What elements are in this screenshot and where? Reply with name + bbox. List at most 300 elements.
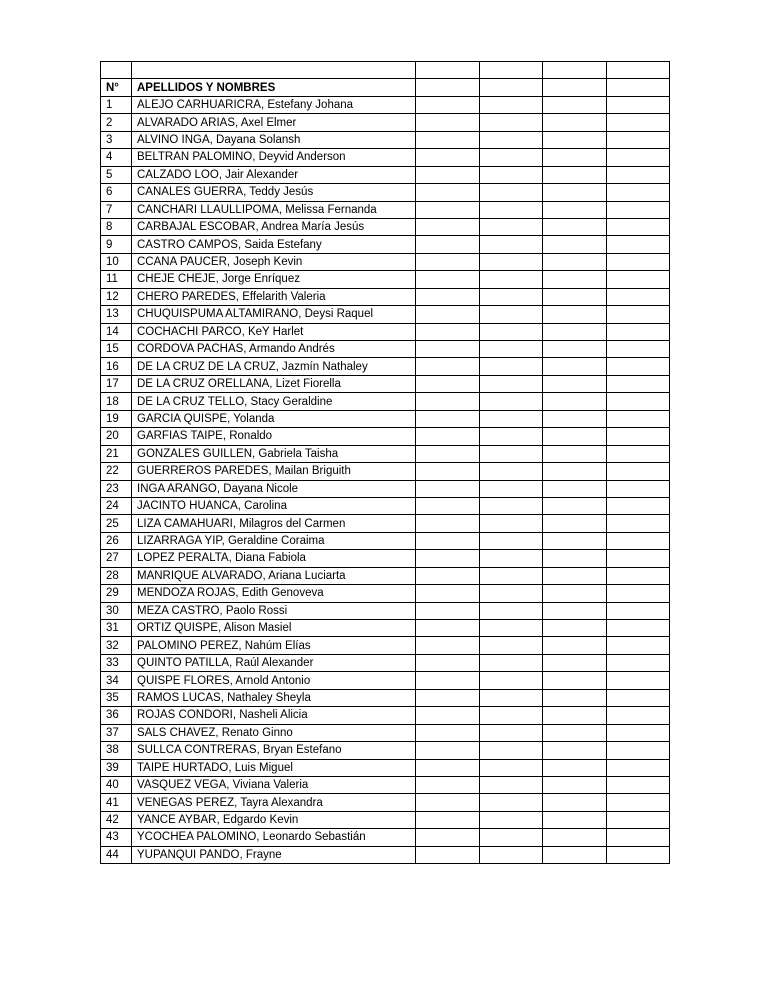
empty-cell bbox=[479, 288, 543, 305]
table-row bbox=[101, 253, 670, 270]
table-row bbox=[101, 271, 670, 288]
empty-cell bbox=[606, 811, 670, 828]
empty-cell bbox=[606, 166, 670, 183]
empty-cell bbox=[543, 620, 607, 637]
empty-cell bbox=[606, 497, 670, 514]
empty-cell bbox=[606, 794, 670, 811]
empty-cell bbox=[606, 776, 670, 793]
empty-cell bbox=[606, 550, 670, 567]
student-name: CCANA PAUCER, Joseph Kevin bbox=[132, 253, 416, 270]
empty-cell bbox=[606, 829, 670, 846]
empty-cell bbox=[416, 515, 480, 532]
student-name: YUPANQUI PANDO, Frayne bbox=[132, 846, 416, 863]
row-number: 2 bbox=[101, 114, 132, 131]
empty-cell bbox=[416, 497, 480, 514]
empty-cell bbox=[416, 742, 480, 759]
empty-cell bbox=[606, 201, 670, 218]
student-name: GARFIAS TAIPE, Ronaldo bbox=[132, 428, 416, 445]
empty-cell bbox=[479, 654, 543, 671]
student-name: RAMOS LUCAS, Nathaley Sheyla bbox=[132, 689, 416, 706]
table-row bbox=[101, 846, 670, 863]
student-table bbox=[100, 61, 670, 864]
row-number: 8 bbox=[101, 218, 132, 235]
row-number: 41 bbox=[101, 794, 132, 811]
empty-cell bbox=[606, 79, 670, 96]
empty-cell bbox=[606, 637, 670, 654]
empty-cell bbox=[416, 480, 480, 497]
table-row bbox=[101, 585, 670, 602]
row-number: 14 bbox=[101, 323, 132, 340]
empty-cell bbox=[416, 341, 480, 358]
row-number: 25 bbox=[101, 515, 132, 532]
empty-cell bbox=[543, 497, 607, 514]
row-number: 33 bbox=[101, 654, 132, 671]
empty-cell bbox=[606, 288, 670, 305]
empty-cell bbox=[479, 358, 543, 375]
empty-cell bbox=[479, 585, 543, 602]
empty-cell bbox=[416, 253, 480, 270]
empty-cell bbox=[606, 428, 670, 445]
table-row bbox=[101, 567, 670, 584]
empty-cell bbox=[416, 375, 480, 392]
student-name: DE LA CRUZ ORELLANA, Lizet Fiorella bbox=[132, 375, 416, 392]
empty-cell bbox=[606, 654, 670, 671]
empty-cell bbox=[606, 515, 670, 532]
row-number: 30 bbox=[101, 602, 132, 619]
empty-cell bbox=[543, 480, 607, 497]
student-name: ORTIZ QUISPE, Alison Masiel bbox=[132, 620, 416, 637]
empty-cell bbox=[606, 323, 670, 340]
table-row bbox=[101, 306, 670, 323]
empty-cell bbox=[543, 811, 607, 828]
empty-cell bbox=[416, 654, 480, 671]
row-number: 43 bbox=[101, 829, 132, 846]
empty-cell bbox=[416, 445, 480, 462]
empty-cell bbox=[606, 184, 670, 201]
empty-cell bbox=[416, 236, 480, 253]
empty-cell bbox=[416, 811, 480, 828]
empty-cell bbox=[479, 637, 543, 654]
table-row bbox=[101, 724, 670, 741]
empty-cell bbox=[543, 271, 607, 288]
empty-cell bbox=[416, 707, 480, 724]
table-row bbox=[101, 149, 670, 166]
student-name: LIZARRAGA YIP, Geraldine Coraima bbox=[132, 532, 416, 549]
empty-cell bbox=[606, 218, 670, 235]
empty-cell bbox=[416, 184, 480, 201]
table-row bbox=[101, 620, 670, 637]
empty-cell bbox=[543, 166, 607, 183]
empty-cell bbox=[543, 567, 607, 584]
empty-cell bbox=[543, 428, 607, 445]
empty-cell bbox=[416, 114, 480, 131]
empty-cell bbox=[543, 149, 607, 166]
empty-cell bbox=[606, 532, 670, 549]
empty-cell bbox=[543, 393, 607, 410]
row-number: 34 bbox=[101, 672, 132, 689]
student-name: INGA ARANGO, Dayana Nicole bbox=[132, 480, 416, 497]
empty-cell bbox=[543, 201, 607, 218]
empty-cell bbox=[606, 358, 670, 375]
student-name: MANRIQUE ALVARADO, Ariana Luciarta bbox=[132, 567, 416, 584]
empty-cell bbox=[416, 794, 480, 811]
empty-cell bbox=[416, 131, 480, 148]
table-row bbox=[101, 166, 670, 183]
student-name: YCOCHEA PALOMINO, Leonardo Sebastián bbox=[132, 829, 416, 846]
header-number: N° bbox=[101, 79, 132, 96]
row-number: 37 bbox=[101, 724, 132, 741]
student-name: DE LA CRUZ TELLO, Stacy Geraldine bbox=[132, 393, 416, 410]
empty-cell bbox=[479, 846, 543, 863]
empty-cell bbox=[543, 96, 607, 113]
empty-cell bbox=[543, 532, 607, 549]
empty-cell bbox=[543, 323, 607, 340]
table-row bbox=[101, 550, 670, 567]
empty-cell bbox=[479, 515, 543, 532]
empty-cell bbox=[416, 358, 480, 375]
empty-cell bbox=[479, 776, 543, 793]
empty-cell bbox=[543, 515, 607, 532]
row-number: 6 bbox=[101, 184, 132, 201]
empty-cell bbox=[479, 341, 543, 358]
empty-cell bbox=[606, 567, 670, 584]
empty-cell bbox=[606, 149, 670, 166]
table-row bbox=[101, 654, 670, 671]
table-row bbox=[101, 410, 670, 427]
empty-cell bbox=[416, 846, 480, 863]
empty-cell bbox=[416, 79, 480, 96]
empty-cell bbox=[543, 759, 607, 776]
row-number: 40 bbox=[101, 776, 132, 793]
empty-cell bbox=[479, 236, 543, 253]
empty-cell bbox=[479, 114, 543, 131]
student-name: ALEJO CARHUARICRA, Estefany Johana bbox=[132, 96, 416, 113]
empty-cell bbox=[543, 218, 607, 235]
row-number: 39 bbox=[101, 759, 132, 776]
empty-cell bbox=[606, 253, 670, 270]
row-number: 3 bbox=[101, 131, 132, 148]
student-name: QUISPE FLORES, Arnold Antonio bbox=[132, 672, 416, 689]
empty-cell bbox=[416, 759, 480, 776]
empty-cell bbox=[416, 550, 480, 567]
student-name: DE LA CRUZ DE LA CRUZ, Jazmín Nathaley bbox=[132, 358, 416, 375]
table-row bbox=[101, 393, 670, 410]
empty-cell bbox=[543, 463, 607, 480]
empty-cell bbox=[606, 846, 670, 863]
empty-cell bbox=[479, 550, 543, 567]
empty-cell bbox=[543, 846, 607, 863]
student-list-sheet bbox=[100, 61, 669, 864]
table-row bbox=[101, 201, 670, 218]
empty-cell bbox=[543, 585, 607, 602]
row-number: 10 bbox=[101, 253, 132, 270]
table-row bbox=[101, 515, 670, 532]
empty-cell bbox=[479, 724, 543, 741]
row-number: 42 bbox=[101, 811, 132, 828]
student-name: SALS CHAVEZ, Renato Ginno bbox=[132, 724, 416, 741]
row-number: 35 bbox=[101, 689, 132, 706]
row-number: 27 bbox=[101, 550, 132, 567]
table-row bbox=[101, 114, 670, 131]
empty-cell bbox=[606, 236, 670, 253]
table-row bbox=[101, 602, 670, 619]
student-name: MENDOZA ROJAS, Edith Genoveva bbox=[132, 585, 416, 602]
row-number: 22 bbox=[101, 463, 132, 480]
student-name: CALZADO LOO, Jair Alexander bbox=[132, 166, 416, 183]
row-number: 12 bbox=[101, 288, 132, 305]
empty-cell bbox=[416, 271, 480, 288]
table-row bbox=[101, 236, 670, 253]
table-row bbox=[101, 497, 670, 514]
empty-cell bbox=[543, 114, 607, 131]
empty-cell bbox=[416, 620, 480, 637]
row-number: 32 bbox=[101, 637, 132, 654]
student-name: BELTRAN PALOMINO, Deyvid Anderson bbox=[132, 149, 416, 166]
table-row bbox=[101, 341, 670, 358]
student-name: GONZALES GUILLEN, Gabriela Taisha bbox=[132, 445, 416, 462]
table-row bbox=[101, 323, 670, 340]
table-row bbox=[101, 707, 670, 724]
empty-cell bbox=[543, 724, 607, 741]
row-number: 24 bbox=[101, 497, 132, 514]
empty-cell bbox=[479, 428, 543, 445]
empty-cell bbox=[543, 672, 607, 689]
empty-cell bbox=[416, 96, 480, 113]
empty-cell bbox=[606, 672, 670, 689]
empty-cell bbox=[543, 637, 607, 654]
empty-cell bbox=[479, 532, 543, 549]
student-name: GARCIA QUISPE, Yolanda bbox=[132, 410, 416, 427]
empty-cell bbox=[606, 707, 670, 724]
table-row bbox=[101, 428, 670, 445]
empty-cell bbox=[479, 96, 543, 113]
empty-cell bbox=[606, 585, 670, 602]
student-name: TAIPE HURTADO, Luis Miguel bbox=[132, 759, 416, 776]
table-row bbox=[101, 358, 670, 375]
empty-cell bbox=[479, 375, 543, 392]
empty-cell bbox=[543, 410, 607, 427]
empty-cell bbox=[416, 724, 480, 741]
header-row bbox=[101, 79, 670, 96]
empty-cell bbox=[606, 114, 670, 131]
student-name: ALVARADO ARIAS, Axel Elmer bbox=[132, 114, 416, 131]
empty-cell bbox=[543, 341, 607, 358]
empty-cell bbox=[479, 829, 543, 846]
table-row bbox=[101, 672, 670, 689]
empty-cell bbox=[479, 184, 543, 201]
table-row bbox=[101, 218, 670, 235]
row-number: 26 bbox=[101, 532, 132, 549]
empty-cell bbox=[416, 410, 480, 427]
empty-cell bbox=[416, 218, 480, 235]
empty-cell bbox=[606, 689, 670, 706]
empty-cell bbox=[543, 550, 607, 567]
empty-cell bbox=[479, 567, 543, 584]
table-row bbox=[101, 463, 670, 480]
student-name: MEZA CASTRO, Paolo Rossi bbox=[132, 602, 416, 619]
row-number: 29 bbox=[101, 585, 132, 602]
student-name: CARBAJAL ESCOBAR, Andrea María Jesús bbox=[132, 218, 416, 235]
empty-cell bbox=[132, 62, 416, 79]
empty-cell bbox=[416, 393, 480, 410]
empty-cell bbox=[543, 654, 607, 671]
student-name: VASQUEZ VEGA, Viviana Valeria bbox=[132, 776, 416, 793]
row-number: 20 bbox=[101, 428, 132, 445]
empty-cell bbox=[606, 445, 670, 462]
empty-cell bbox=[479, 707, 543, 724]
table-row bbox=[101, 689, 670, 706]
empty-cell bbox=[479, 811, 543, 828]
empty-cell bbox=[479, 253, 543, 270]
empty-cell bbox=[479, 463, 543, 480]
row-number: 13 bbox=[101, 306, 132, 323]
empty-cell bbox=[606, 602, 670, 619]
student-name: QUINTO PATILLA, Raúl Alexander bbox=[132, 654, 416, 671]
header-names: APELLIDOS Y NOMBRES bbox=[132, 79, 416, 96]
empty-cell bbox=[416, 567, 480, 584]
student-name: CHEJE CHEJE, Jorge Enríquez bbox=[132, 271, 416, 288]
row-number: 31 bbox=[101, 620, 132, 637]
table-row bbox=[101, 811, 670, 828]
table-row bbox=[101, 532, 670, 549]
table-row bbox=[101, 445, 670, 462]
student-name: PALOMINO PEREZ, Nahúm Elías bbox=[132, 637, 416, 654]
empty-cell bbox=[543, 602, 607, 619]
student-name: CASTRO CAMPOS, Saida Estefany bbox=[132, 236, 416, 253]
empty-cell bbox=[479, 149, 543, 166]
empty-cell bbox=[479, 393, 543, 410]
student-name: GUERREROS PAREDES, Mailan Briguith bbox=[132, 463, 416, 480]
table-row bbox=[101, 637, 670, 654]
empty-cell bbox=[606, 724, 670, 741]
table-row bbox=[101, 375, 670, 392]
empty-cell bbox=[543, 445, 607, 462]
empty-cell bbox=[479, 445, 543, 462]
table-row bbox=[101, 794, 670, 811]
empty-cell bbox=[543, 707, 607, 724]
student-name: CHERO PAREDES, Effelarith Valeria bbox=[132, 288, 416, 305]
empty-cell bbox=[416, 532, 480, 549]
empty-cell bbox=[543, 62, 607, 79]
empty-cell bbox=[606, 341, 670, 358]
empty-cell bbox=[416, 62, 480, 79]
student-name: ALVINO INGA, Dayana Solansh bbox=[132, 131, 416, 148]
table-row bbox=[101, 184, 670, 201]
empty-cell bbox=[416, 829, 480, 846]
student-table-body bbox=[101, 62, 670, 864]
table-row bbox=[101, 96, 670, 113]
empty-cell bbox=[543, 358, 607, 375]
row-number: 17 bbox=[101, 375, 132, 392]
empty-cell bbox=[606, 375, 670, 392]
empty-cell bbox=[606, 463, 670, 480]
table-row bbox=[101, 759, 670, 776]
student-name: CORDOVA PACHAS, Armando Andrés bbox=[132, 341, 416, 358]
empty-cell bbox=[606, 62, 670, 79]
empty-cell bbox=[416, 306, 480, 323]
empty-cell bbox=[479, 79, 543, 96]
row-number: 23 bbox=[101, 480, 132, 497]
empty-cell bbox=[479, 759, 543, 776]
empty-cell bbox=[479, 218, 543, 235]
row-number: 44 bbox=[101, 846, 132, 863]
table-row bbox=[101, 776, 670, 793]
blank-top-row bbox=[101, 62, 670, 79]
empty-cell bbox=[479, 166, 543, 183]
empty-cell bbox=[416, 689, 480, 706]
row-number: 16 bbox=[101, 358, 132, 375]
empty-cell bbox=[543, 794, 607, 811]
student-name: VENEGAS PEREZ, Tayra Alexandra bbox=[132, 794, 416, 811]
empty-cell bbox=[606, 480, 670, 497]
empty-cell bbox=[543, 79, 607, 96]
student-name: LOPEZ PERALTA, Diana Fabiola bbox=[132, 550, 416, 567]
empty-cell bbox=[543, 288, 607, 305]
empty-cell bbox=[101, 62, 132, 79]
empty-cell bbox=[479, 620, 543, 637]
table-row bbox=[101, 288, 670, 305]
empty-cell bbox=[479, 271, 543, 288]
empty-cell bbox=[543, 184, 607, 201]
empty-cell bbox=[416, 463, 480, 480]
empty-cell bbox=[479, 672, 543, 689]
empty-cell bbox=[479, 794, 543, 811]
empty-cell bbox=[416, 323, 480, 340]
empty-cell bbox=[606, 759, 670, 776]
row-number: 15 bbox=[101, 341, 132, 358]
empty-cell bbox=[543, 742, 607, 759]
empty-cell bbox=[416, 672, 480, 689]
empty-cell bbox=[606, 742, 670, 759]
empty-cell bbox=[606, 271, 670, 288]
empty-cell bbox=[543, 253, 607, 270]
row-number: 19 bbox=[101, 410, 132, 427]
empty-cell bbox=[543, 689, 607, 706]
empty-cell bbox=[606, 131, 670, 148]
empty-cell bbox=[479, 131, 543, 148]
student-name: COCHACHI PARCO, KeY Harlet bbox=[132, 323, 416, 340]
table-row bbox=[101, 742, 670, 759]
empty-cell bbox=[479, 742, 543, 759]
empty-cell bbox=[543, 829, 607, 846]
empty-cell bbox=[479, 410, 543, 427]
empty-cell bbox=[416, 776, 480, 793]
row-number: 18 bbox=[101, 393, 132, 410]
empty-cell bbox=[543, 236, 607, 253]
student-name: CHUQUISPUMA ALTAMIRANO, Deysi Raquel bbox=[132, 306, 416, 323]
row-number: 7 bbox=[101, 201, 132, 218]
empty-cell bbox=[543, 776, 607, 793]
empty-cell bbox=[479, 602, 543, 619]
row-number: 28 bbox=[101, 567, 132, 584]
empty-cell bbox=[416, 428, 480, 445]
empty-cell bbox=[479, 497, 543, 514]
student-name: LIZA CAMAHUARI, Milagros del Carmen bbox=[132, 515, 416, 532]
empty-cell bbox=[416, 166, 480, 183]
empty-cell bbox=[416, 201, 480, 218]
empty-cell bbox=[606, 393, 670, 410]
empty-cell bbox=[543, 306, 607, 323]
student-name: CANCHARI LLAULLIPOMA, Melissa Fernanda bbox=[132, 201, 416, 218]
row-number: 21 bbox=[101, 445, 132, 462]
row-number: 5 bbox=[101, 166, 132, 183]
empty-cell bbox=[479, 306, 543, 323]
student-name: SULLCA CONTRERAS, Bryan Estefano bbox=[132, 742, 416, 759]
empty-cell bbox=[479, 62, 543, 79]
empty-cell bbox=[416, 149, 480, 166]
empty-cell bbox=[543, 375, 607, 392]
empty-cell bbox=[416, 585, 480, 602]
